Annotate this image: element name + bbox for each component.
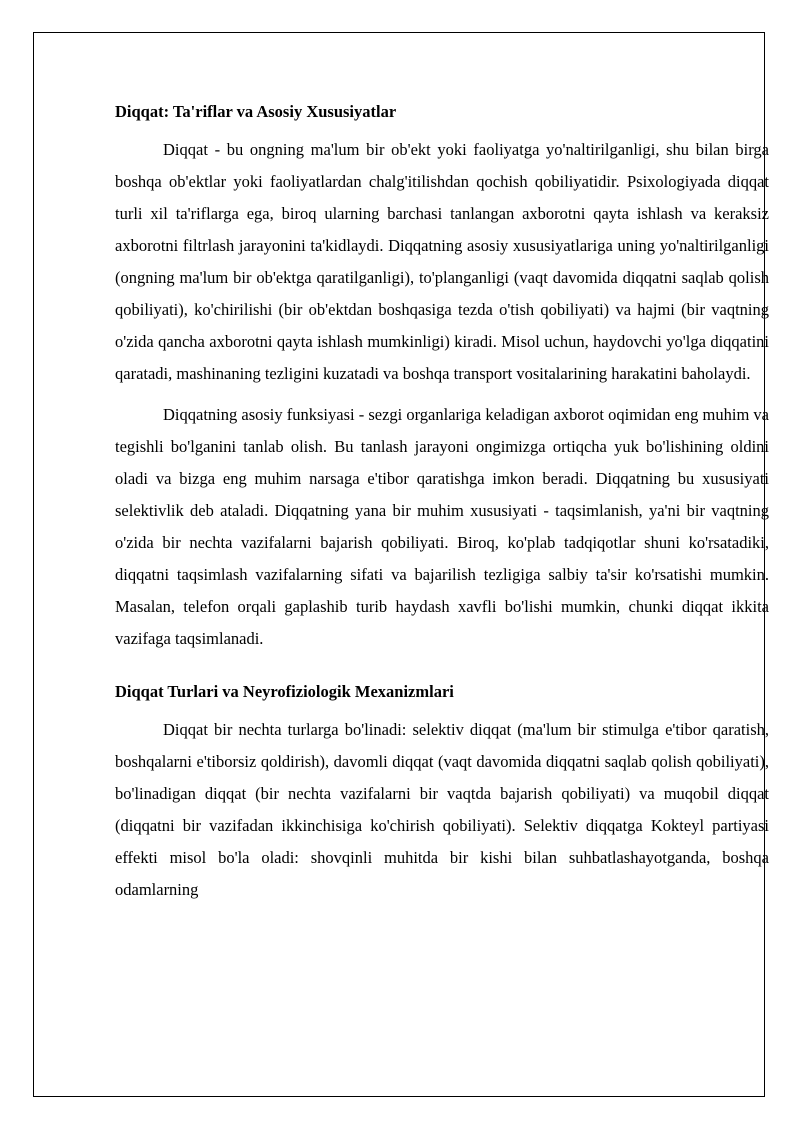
- section-heading: Diqqat: Ta'riflar va Asosiy Xususiyatlar: [115, 102, 397, 121]
- document-body: [115, 99, 769, 906]
- paragraph: Diqqatning asosiy funksiyasi - sezgi organlariga keladigan axborot oqimidan eng muhim va tegishli bo'lganini tanlab olish. Bu tanlash jarayoni ongimizga ortiqcha yuk bo'lishining oldini oladi va bizga eng muhim narsaga e'tibor qaratishga imkon beradi. Diqqatning bu xususiyati selektivlik deb ataladi. Diqqatning yana bir muhim xususiyati - taqsimlanish, ya'ni bir vaqtning o'zida bir nechta vazifalarni bajarish qobiliyati. Biroq, ko'plab tadqiqotlar shuni ko'rsatadiki, diqqatni taqsimlash vazifalarning sifati va bajarilish tezligiga salbiy ta'sir ko'rsatishi mumkin. Masalan, telefon orqali gaplashib turib haydash xavfli bo'lishi mumkin, chunki diqqat ikkita vazifaga taqsimlanadi.: [115, 405, 769, 648]
- paragraph: Diqqat - bu ongning ma'lum bir ob'ekt yoki faoliyatga yo'naltirilganligi, shu bilan birga boshqa ob'ektlar yoki faoliyatlardan chalg'itilishdan qochish qobiliyatidir. Psixologiyada diqqat turli xil ta'riflarga ega, biroq ularning barchasi tanlangan axborotni qayta ishlash va keraksiz axborotni filtrlash jarayonini ta'kidlaydi. Diqqatning asosiy xususiyatlariga uning yo'naltirilganligi (ongning ma'lum bir ob'ektga qaratilganligi), to'planganligi (vaqt davomida diqqatni saqlab qolish qobiliyati), ko'chirilishi (bir ob'ektdan boshqasiga tezda o'tish qobiliyati) va hajmi (bir vaqtning o'zida qancha axborotni qayta ishlash mumkinligi) kiradi. Misol uchun, haydovchi yo'lga diqqatini qaratadi, mashinaning tezligini kuzatadi va boshqa transport vositalarining harakatini baholaydi.: [115, 140, 769, 383]
- section-heading: Diqqat Turlari va Neyrofiziologik Mexanizmlari: [115, 682, 454, 701]
- paragraph: Diqqat bir nechta turlarga bo'linadi: selektiv diqqat (ma'lum bir stimulga e'tibor qaratish, boshqalarni e'tiborsiz qoldirish), davomli diqqat (vaqt davomida diqqatni saqlab qolish qobiliyati), bo'linadigan diqqat (bir nechta vazifalarni bir vaqtda bajarish qobiliyati) va muqobil diqqat (diqqatni bir vazifadan ikkinchisiga ko'chirish qobiliyati). Selektiv diqqatga Kokteyl partiyasi effekti misol bo'la oladi: shovqinli muhitda bir kishi bilan suhbatlashayotganda, boshqa odamlarning: [115, 720, 769, 899]
